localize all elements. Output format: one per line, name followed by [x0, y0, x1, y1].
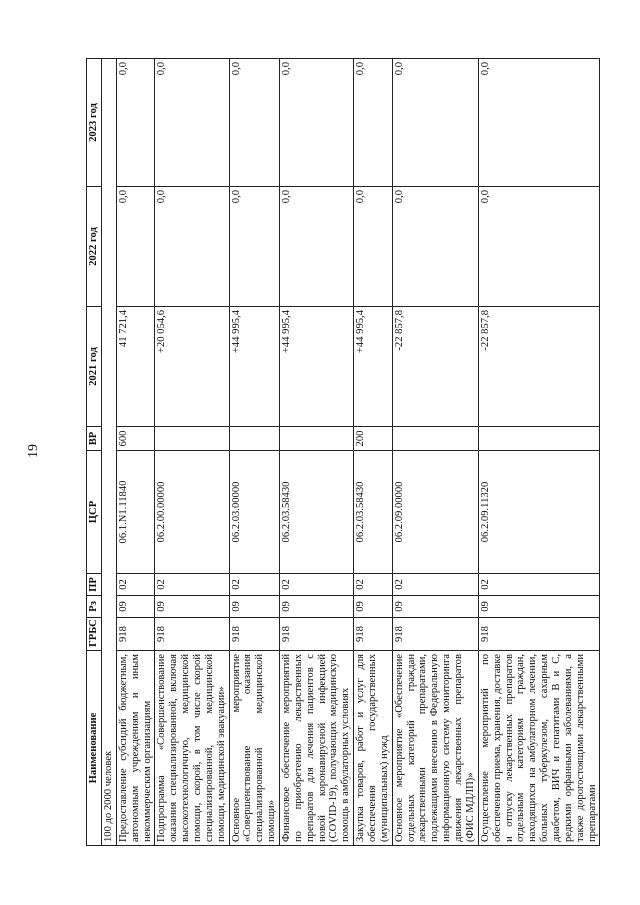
cell-name: Осуществление мероприятий по обеспечению приема, хранения, доставке и отпуску лекарственных препаратов отдельным категориям граждан, находящихся на амбулаторном лечении, больных туберкулезом, сахарным диабетом, ВИЧ и гепатитами В и С, редкими орфанными заболеваниями, а также дорогостоящими лекарственными препаратами: [478, 651, 600, 846]
page-number: 19: [26, 444, 41, 458]
header-grbs: ГРБС: [87, 618, 102, 651]
cell-pr: 02: [229, 574, 279, 596]
cell-2021: 41 721,4: [116, 307, 155, 427]
cell-rz: 09: [392, 596, 478, 618]
cell-vr: [478, 427, 600, 451]
header-csr: ЦСР: [87, 451, 102, 574]
cell-rz: 09: [478, 596, 600, 618]
cell-2022: 0,0: [392, 187, 478, 307]
cell-rz: 09: [155, 596, 229, 618]
cell-grbs: 918: [116, 618, 155, 651]
cell-csr: 06.1.N1.11840: [116, 451, 155, 574]
header-2022: 2022 год: [87, 187, 102, 307]
table-row: [392, 59, 478, 846]
header-rz: Рз: [87, 596, 102, 618]
cell-csr: 06.2.00.00000: [155, 451, 229, 574]
cell-2021: -22 857,8: [478, 307, 600, 427]
cell-2023: 0,0: [229, 59, 279, 187]
cell-grbs: 918: [354, 618, 393, 651]
cell-2022: 0,0: [116, 187, 155, 307]
cell-2023: 0,0: [280, 59, 354, 187]
header-pr: ПР: [87, 574, 102, 596]
budget-table: [86, 58, 600, 846]
cell-csr: 06.2.03.58430: [280, 451, 354, 574]
budget-table-container: [86, 59, 600, 846]
cell-rz: 09: [229, 596, 279, 618]
cell-grbs: 918: [280, 618, 354, 651]
cell-vr: [280, 427, 354, 451]
cell-pr: 02: [155, 574, 229, 596]
cell-2021: +44 995,4: [280, 307, 354, 427]
cell-vr: [229, 427, 279, 451]
cell-rz: 09: [280, 596, 354, 618]
cell-pr: 02: [392, 574, 478, 596]
cell-2022: 0,0: [478, 187, 600, 307]
table-row: [155, 59, 229, 846]
header-vr: ВР: [87, 427, 102, 451]
table-row: [478, 59, 600, 846]
table-row: [354, 59, 393, 846]
table-row: [116, 59, 155, 846]
cell-vr: 200: [354, 427, 393, 451]
span-row: [102, 59, 117, 846]
header-row: [87, 59, 102, 846]
cell-grbs: 918: [229, 618, 279, 651]
cell-name: Закупка товаров, работ и услуг для обеспечения государственных (муниципальных) нужд: [354, 651, 393, 846]
table-row: [280, 59, 354, 846]
header-2021: 2021 год: [87, 307, 102, 427]
cell-2023: 0,0: [155, 59, 229, 187]
cell-grbs: 918: [392, 618, 478, 651]
cell-grbs: 918: [155, 618, 229, 651]
cell-2022: 0,0: [155, 187, 229, 307]
cell-pr: 02: [116, 574, 155, 596]
cell-name: Подпрограмма «Совершенствование оказания специализированной, включая высокотехнологичную, медицинской помощи, скорой, в том числе скорой специализированной, медицинской помощи, медицинской эвакуации»: [155, 651, 229, 846]
cell-2021: -22 857,8: [392, 307, 478, 427]
cell-pr: 02: [354, 574, 393, 596]
header-2023: 2023 год: [87, 59, 102, 187]
cell-2022: 0,0: [280, 187, 354, 307]
cell-2023: 0,0: [478, 59, 600, 187]
cell-name: Предоставление субсидий бюджетным, автономным учреждениям и иным некоммерческим организациям: [116, 651, 155, 846]
cell-csr: 06.2.03.58430: [354, 451, 393, 574]
cell-2023: 0,0: [354, 59, 393, 187]
cell-2023: 0,0: [392, 59, 478, 187]
cell-name: Финансовое обеспечение мероприятий по приобретению лекарственных препаратов для лечения пациентов с новой коронавирусной инфекцией (COVID-19), получающих медицинскую помощь в амбулаторных условиях: [280, 651, 354, 846]
table-row: [229, 59, 279, 846]
cell-name: Основное мероприятие «Обеспечение отдельных категорий граждан лекарственными препаратами, подлежащими внесению в Федеральную информационную систему мониторинга движения лекарственных препаратов (ФИС МДЛП)»: [392, 651, 478, 846]
cell-grbs: 918: [478, 618, 600, 651]
cell-csr: 06.2.09.11320: [478, 451, 600, 574]
cell-pr: 02: [280, 574, 354, 596]
cell-vr: [155, 427, 229, 451]
cell-vr: [392, 427, 478, 451]
cell-csr: 06.2.09.00000: [392, 451, 478, 574]
cell-2022: 0,0: [354, 187, 393, 307]
cell-name: Основное мероприятие «Совершенствование оказания специализированной медицинской помощи»: [229, 651, 279, 846]
cell-csr: 06.2.03.00000: [229, 451, 279, 574]
span-row-text: 100 до 2000 человек: [102, 59, 117, 846]
cell-rz: 09: [116, 596, 155, 618]
cell-2023: 0,0: [116, 59, 155, 187]
cell-2021: +20 054,6: [155, 307, 229, 427]
cell-vr: 600: [116, 427, 155, 451]
cell-2021: +44 995,4: [354, 307, 393, 427]
cell-pr: 02: [478, 574, 600, 596]
header-name: Наименование: [87, 651, 102, 846]
cell-2022: 0,0: [229, 187, 279, 307]
cell-rz: 09: [354, 596, 393, 618]
cell-2021: +44 995,4: [229, 307, 279, 427]
